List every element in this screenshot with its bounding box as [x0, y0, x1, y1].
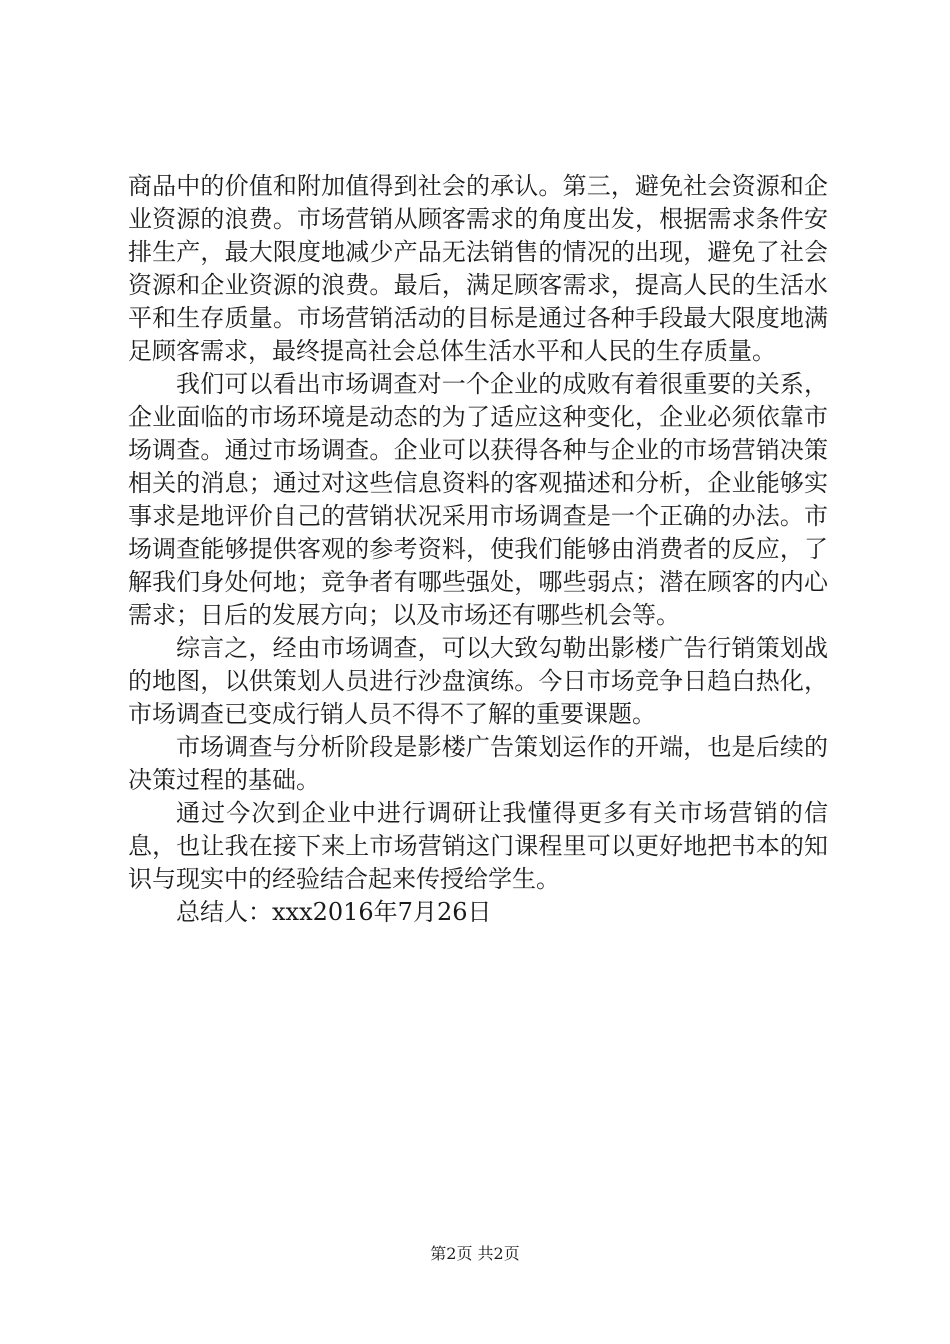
- signature-line: 总结人：xxx2016年7月26日: [176, 898, 492, 926]
- page-footer: 第2页 共2页: [430, 1244, 520, 1263]
- paragraph-1: 商品中的价值和附加值得到社会的承认。第三，避免社会资源和企业资源的浪费。市场营销从顾客需求的角度出发，根据需求条件安排生产，最大限度地减少产品无法销售的情况的出现，避免了社会资源和企业资源的浪费。最后，满足顾客需求，提高人民的生活水平和生存质量。市场营销活动的目标是通过各种手段最大限度地满足顾客需求，最终提高社会总体生活水平和人民的生存质量。: [128, 172, 828, 365]
- paragraph-2: 我们可以看出市场调查对一个企业的成败有着很重要的关系，企业面临的市场环境是动态的为了适应这种变化，企业必须依靠市场调查。通过市场调查。企业可以获得各种与企业的市场营销决策相关的消息；通过对这些信息资料的客观描述和分析，企业能够实事求是地评价自己的营销状况采用市场调查是一个正确的办法。市场调查能够提供客观的参考资料，使我们能够由消费者的反应，了解我们身处何地；竞争者有哪些强处，哪些弱点；潜在顾客的内心需求；日后的发展方向；以及市场还有哪些机会等。: [128, 370, 828, 629]
- paragraph-5: 通过今次到企业中进行调研让我懂得更多有关市场营销的信息，也让我在接下来上市场营销这门课程里可以更好地把书本的知识与现实中的经验结合起来传授给学生。: [128, 799, 828, 893]
- paragraph-3: 综言之，经由市场调查，可以大致勾勒出影楼广告行销策划战的地图，以供策划人员进行沙盘演练。今日市场竞争日趋白热化，市场调查已变成行销人员不得不了解的重要课题。: [128, 634, 828, 728]
- document-body: [128, 170, 828, 929]
- paragraph-4: 市场调查与分析阶段是影楼广告策划运作的开端，也是后续的决策过程的基础。: [128, 733, 828, 794]
